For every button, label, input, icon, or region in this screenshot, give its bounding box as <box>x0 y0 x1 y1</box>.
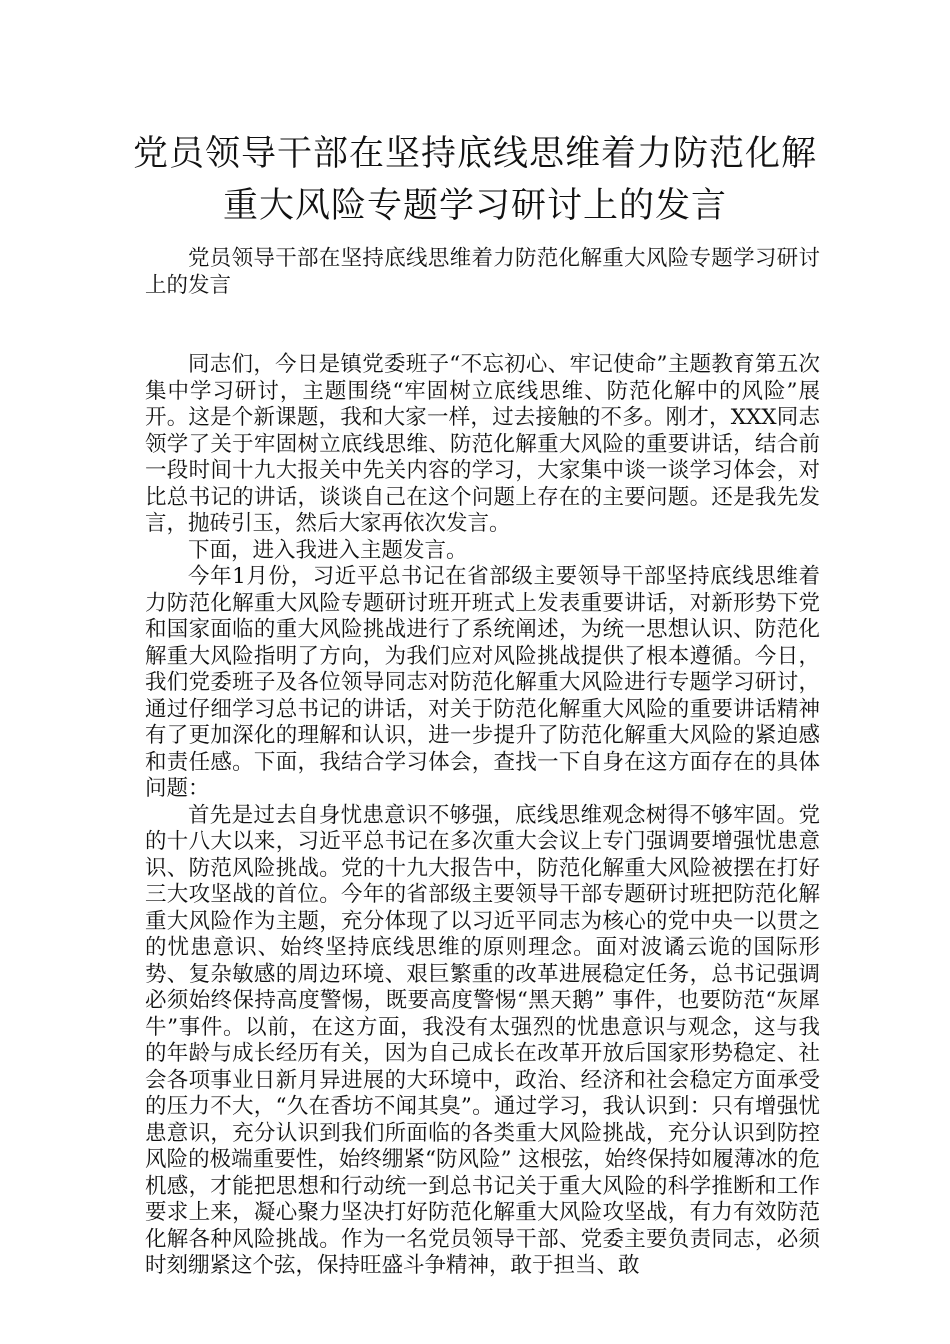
paragraph-background: 今年1月份，习近平总书记在省部级主要领导干部坚持底线思维着力防范化解重大风险专题研讨班开班式上发表重要讲话，对新形势下党和国家面临的重大风险挑战进行了系统阐述，为统一思想认识、防范化解重大风险指明了方向，为我们应对风险挑战提供了根本遵循。今日，我们党委班子及各位领导同志对防范化解重大风险进行专题学习研讨，通过仔细学习总书记的讲话，对关于防范化解重大风险的重要讲话精神有了更加深化的理解和认识，进一步提升了防范化解重大风险的紧迫感和责任感。下面，我结合学习体会，查找一下自身在这方面存在的具体问题： <box>145 564 820 801</box>
paragraph-first-issue: 首先是过去自身忧患意识不够强，底线思维观念树得不够牢固。党的十八大以来，习近平总书记在多次重大会议上专门强调要增强忧患意识、防范风险挑战。党的十九大报告中，防范化解重大风险被摆在打好三大攻坚战的首位。今年的省部级主要领导干部专题研讨班把防范化解重大风险作为主题，充分体现了以习近平同志为核心的党中央一以贯之的忧患意识、始终坚持底线思维的原则理念。面对波谲云诡的国际形势、复杂敏感的周边环境、艰巨繁重的改革进展稳定任务，总书记强调必须始终保持高度警惕，既要高度警惕“黑天鹅” 事件，也要防范“灰犀牛”事件。以前，在这方面，我没有太强烈的忧患意识与观念，这与我的年龄与成长经历有关，因为自己成长在改革开放后国家形势稳定、社会各项事业日新月异进展的大环境中，政治、经济和社会稳定方面承受的压力不大，“久在香坊不闻其臭”。通过学习，我认识到：只有增强忧患意识，充分认识到我们所面临的各类重大风险挑战，充分认识到防控风险的极端重要性，始终绷紧“防风险” 这根弦，始终保持如履薄冰的危机感，才能把思想和行动统一到总书记关于重大风险的科学推断和工作要求上来，凝心聚力坚决打好防范化解重大风险攻坚战，有力有效防范化解各种风险挑战。作为一名党员领导干部、党委主要负责同志，必须时刻绷紧这个弦，保持旺盛斗争精神，敢于担当、敢 <box>145 802 820 1278</box>
document-title: 党员领导干部在坚持底线思维着力防范化解重大风险专题学习研讨上的发言 <box>132 134 817 226</box>
document-body <box>145 246 820 1280</box>
document-subtitle: 党员领导干部在坚持底线思维着力防范化解重大风险专题学习研讨上的发言 <box>145 246 820 298</box>
paragraph-opening: 同志们，今日是镇党委班子“不忘初心、牢记使命”主题教育第五次集中学习研讨，主题围绕“牢固树立底线思维、防范化解中的风险”展开。这是个新课题，我和大家一样，过去接触的不多。刚才，XXX同志领学了关于牢固树立底线思维、防范化解重大风险的重要讲话，结合前一段时间十九大报关中先关内容的学习，大家集中谈一谈学习体会，对比总书记的讲话，谈谈自己在这个问题上存在的主要问题。还是我先发言，抛砖引玉，然后大家再依次发言。 <box>145 352 820 536</box>
paragraph-transition: 下面，进入我进入主题发言。 <box>188 537 468 563</box>
